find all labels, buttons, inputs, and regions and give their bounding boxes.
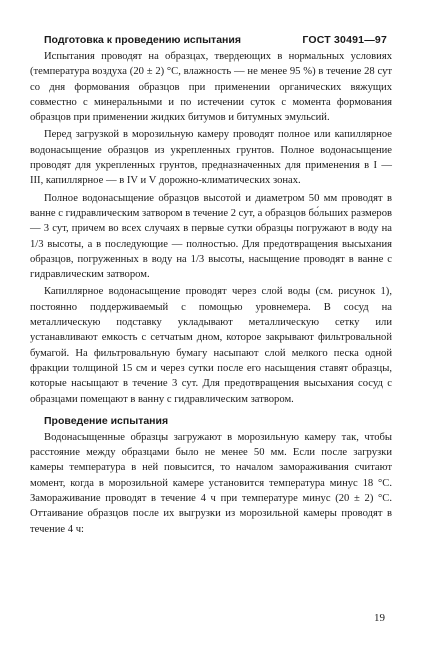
section-testing [30, 415, 392, 537]
section-preparation [30, 34, 392, 407]
document-body [30, 34, 392, 537]
paragraph: Водонасыщенные образцы загружают в морозильную камеру так, чтобы расстояние между образцами было не менее 50 мм. Если после загрузки камеры температура в ней повысится, то началом замораживания считают момент, когда в морозильной камере установится температура минус 18 °С. Замораживание проводят в течение 4 ч при температуре минус (20 ± 2) °С. Оттаивание образцов после их выгрузки из морозильной камеры проводят в течение 4 ч: [30, 431, 392, 535]
paragraph: Капиллярное водонасыщение проводят через слой воды (см. рисунок 1), постоянно поддерживаемый с помощью уровнемера. В сосуд на металлическую подставку укладывают металлическую сетку или устанавливают емкость с сетчатым дном, которое закрывают фильтровальной бумагой. На фильтровальную бумагу насыпают слой мелкого песка одной фракции толщиной 15 см и через сутки после его насыщения ставят образцы, которые насыщают в течение 3 сут. Для предотвращения высыхания сосуд с образцами помещают в ванну с гидравлическим затвором. [30, 286, 392, 405]
paragraph: Полное водонасыщение образцов высотой и диаметром 50 мм проводят в ванне с гидравлическим затвором в течение 2 сут, а образцов бо́льших размеров — 3 сут, причем во всех случаях в первые сутки образцы погружают в воду на 1/3 высоты, а в последующие — полностью. Для предотвращения высыхания образцов, погруженных в воду на 1/3 высоты, насыщение проводят в ванне с гидравлическим затвором. [30, 192, 392, 281]
paragraph: Испытания проводят на образцах, твердеющих в нормальных условиях (температура воздуха (20 ± 2) °С, влажность — не менее 95 %) в течение 28 сут со дня формования образцов при применении органических вяжущих совместно с минеральными и по истечении суток с момента формования образцов при применении жидких битумов и битумных эмульсий. [30, 51, 392, 124]
section-heading: Подготовка к проведению испытания [44, 34, 241, 46]
paragraph: Перед загрузкой в морозильную камеру проводят полное или капиллярное водонасыщение образцов из укрепленных грунтов. Полное водонасыщение проводят для укрепленных грунтов, предназначенных для применения в I — III, капиллярное — в IV и V дорожно-климатических зонах. [30, 129, 392, 187]
section-heading: Проведение испытания [44, 414, 169, 427]
page-number: 19 [374, 612, 385, 624]
document-header: ГОСТ 30491—97 [302, 34, 387, 46]
